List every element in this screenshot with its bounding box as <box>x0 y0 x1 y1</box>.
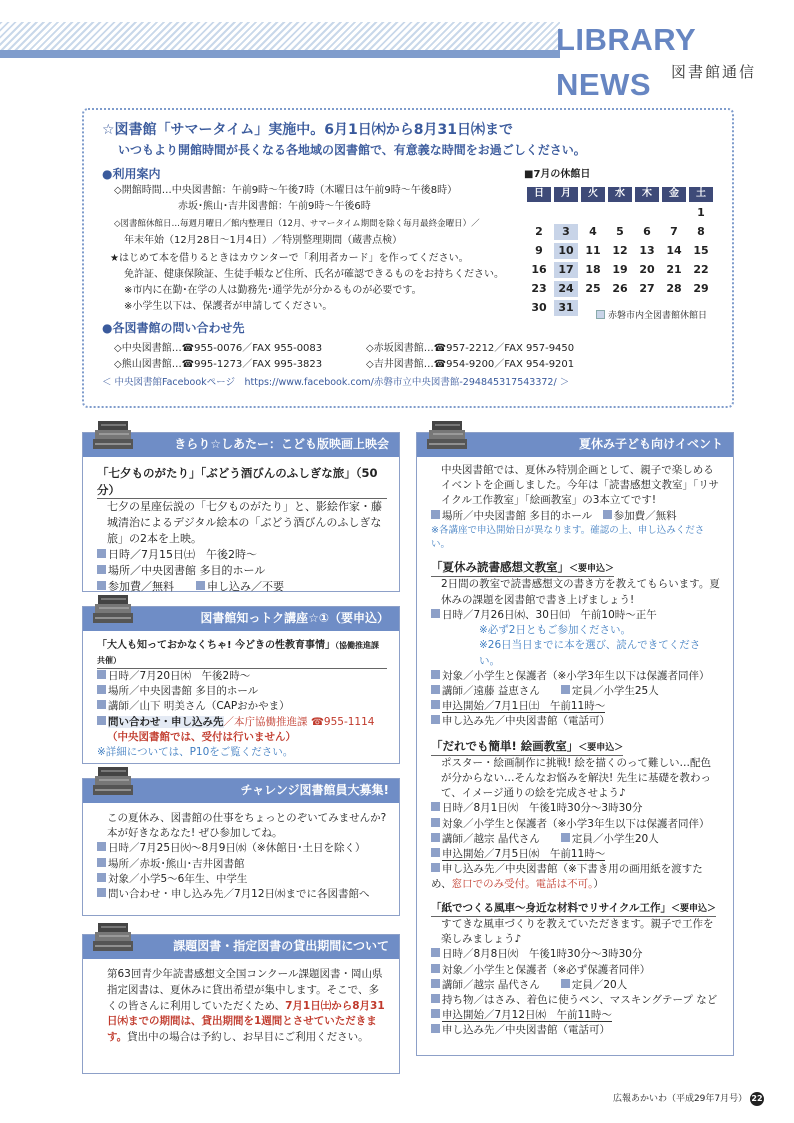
essay-date: 日時／7月26日㈬、30日㈰ 午前10時〜正午 <box>442 608 657 621</box>
calendar-cell: 29 <box>689 281 713 297</box>
calendar-day-header: 水 <box>608 187 632 202</box>
calendar-cell <box>527 205 551 221</box>
calendar-cell-closed: 24 <box>554 281 578 297</box>
calendar-week <box>527 205 713 221</box>
calendar-cell: 18 <box>581 262 605 278</box>
event-title: 「七夕ものがたり」「ぶどう酒びんのふしぎな旅」（50分） <box>97 465 387 499</box>
craft-apply: 申し込み先／中央図書館（電話可） <box>442 1024 610 1037</box>
essay-capacity: 定員／小学生25人 <box>571 684 659 697</box>
calendar-day-header: 金 <box>662 187 686 202</box>
header-band <box>0 50 560 58</box>
lecture-lecturer: 講師／山下 明美さん（CAPおかやま） <box>108 700 290 713</box>
panel-header <box>83 779 399 803</box>
panel-header <box>83 607 399 631</box>
contact-akasaka: ◇赤坂図書館…☎957-2212／FAX 957-9450 <box>366 343 575 354</box>
painting-tag: ＜要申込＞ <box>578 742 624 753</box>
panel-header <box>83 935 399 959</box>
usage-line: ★はじめて本を借りるときはカウンターで「利用者カード」を作ってください。 <box>110 253 469 264</box>
challenge-place: 場所／赤坂･熊山･吉井図書館 <box>108 857 245 870</box>
facebook-link[interactable]: ＜ 中央図書館Facebookページ https://www.facebook.com/赤磐市立中央図書館-294845317543372/ ＞ <box>102 377 570 388</box>
legend-label: 赤磐市内全図書館休館日 <box>608 311 708 321</box>
painting-capacity: 定員／小学生20人 <box>571 832 659 845</box>
painting-description: ポスター・絵画制作に挑戦! 絵を描くのって難しい…配色が分からない…そんなお悩みを解決! 先生に基礎を教わって、イメージ通りの絵を完成させよう♪ <box>441 756 711 800</box>
legend-swatch <box>596 310 605 319</box>
painting-apply-end: ） <box>593 878 604 891</box>
calendar-header-row <box>527 187 713 202</box>
events-fee: 参加費／無料 <box>613 509 677 522</box>
challenge-date: 日時／7月25日㈫〜8月9日㈬（※休館日･土日を除く） <box>108 842 366 855</box>
painting-target: 対象／小学生と保護者（※小学3年生以下は保護者同伴） <box>442 817 710 830</box>
challenge-description: この夏休み、図書館の仕事をちょっとのぞいてみませんか? 本が好きなあなた! ぜひ参加してね。 <box>107 812 387 840</box>
contact-label: 問い合わせ・申し込み先 <box>108 715 224 728</box>
calendar-cell: 7 <box>662 224 686 240</box>
calendar-cell: 21 <box>662 262 686 278</box>
event-place: 場所／中央図書館 多目的ホール <box>108 564 266 578</box>
closure-calendar <box>524 184 716 319</box>
kadai-period: 7月1日㈯から8月31日㈭までの期間は、貸出期間を1週間とさせていただきます。 <box>107 999 385 1043</box>
contact-yoshii: ◇吉井図書館…☎954-9200／FAX 954-9201 <box>366 359 575 370</box>
contact-central: ◇中央図書館…☎955-0076／FAX 955-0083 <box>114 343 323 354</box>
craft-lecturer: 講師／越宗 晶代さん <box>442 978 540 991</box>
painting-lecturer: 講師／越宗 晶代さん <box>442 832 540 845</box>
lecture-title: 「大人も知っておかなくちゃ! 今どきの性教育事情」 <box>97 640 336 651</box>
calendar-week <box>527 281 713 297</box>
calendar-week <box>527 262 713 278</box>
detail-note: ※詳細については、P10をご覧ください。 <box>97 746 294 759</box>
contact-note: （中央図書館では、受付は行いません） <box>107 730 296 743</box>
calendar-cell-closed: 3 <box>554 224 578 240</box>
kirari-panel <box>82 432 400 592</box>
usage-line: ◇開館時間…中央図書館：午前9時〜午後7時（木曜日は午前9時〜午後8時） <box>114 185 458 196</box>
calendar-cell: 8 <box>689 224 713 240</box>
event-apply: 申し込み／不要 <box>207 580 284 594</box>
event-description: 七夕の星座伝説の「七夕ものがたり」と、影絵作家・藤城清治によるデジタル絵本の「ぶどう酒びんのふしぎな旅」の2本を上映。 <box>107 500 382 546</box>
calendar-cell: 11 <box>581 243 605 259</box>
calendar-cell: 16 <box>527 262 551 278</box>
usage-line: ※小学生以下は、保護者が申請してください。 <box>124 301 333 312</box>
calendar-cell: 28 <box>662 281 686 297</box>
craft-title: 「紙でつくる風車〜身近な材料でリサイクル工作」 <box>431 901 672 914</box>
contact-kumayama: ◇熊山図書館…☎995-1273／FAX 995-3823 <box>114 359 323 370</box>
panel-header <box>83 433 399 457</box>
page-footer <box>613 1092 764 1106</box>
usage-line: 赤坂･熊山･吉井図書館：午前9時〜午後6時 <box>178 201 371 212</box>
calendar-cell-closed: 10 <box>554 243 578 259</box>
usage-line: ◇図書館休館日…毎週月曜日／館内整理日（12月、サマータイム期間を除く毎月最終金曜日）／ <box>114 219 480 229</box>
calendar-cell: 13 <box>635 243 659 259</box>
calendar-cell: 9 <box>527 243 551 259</box>
events-intro: 中央図書館では、夏休み特別企画として、親子で楽しめるイベントを企画しました。今年は「読書感想文教室」「リサイクル工作教室」「絵画教室」の3本立てです! <box>441 464 720 507</box>
calendar-cell: 15 <box>689 243 713 259</box>
books-icon <box>91 761 137 799</box>
calendar-cell <box>608 205 632 221</box>
lecture-cohost: （協働推進課共催） <box>97 641 380 665</box>
calendar-cell: 27 <box>635 281 659 297</box>
calendar-cell: 20 <box>635 262 659 278</box>
calendar-cell: 6 <box>635 224 659 240</box>
page-subtitle: 図書館通信 <box>670 63 756 81</box>
painting-date: 日時／8月1日㈫ 午後1時30分〜3時30分 <box>442 802 643 815</box>
summer-headline: ☆図書館「サマータイム」実施中。6月1日㈭から8月31日㈭まで <box>102 122 513 138</box>
calendar-cell: 12 <box>608 243 632 259</box>
header-stripe <box>0 22 560 50</box>
challenge-panel <box>82 778 400 916</box>
painting-apply: 申し込み先／中央図書館（※下書き用の画用紙を渡すため、 <box>431 863 703 891</box>
craft-target: 対象／小学生と保護者（※必ず保護者同伴） <box>442 963 651 976</box>
panel-title: 課題図書・指定図書の貸出期間について <box>173 939 389 953</box>
craft-date: 日時／8月8日㈫ 午後1時30分〜3時30分 <box>442 948 643 961</box>
calendar-cell: 26 <box>608 281 632 297</box>
kadai-body-end: 貸出中の場合は予約し、お早目にご利用ください。 <box>127 1031 369 1043</box>
contact-title: ●各図書館の問い合わせ先 <box>102 321 245 335</box>
calendar-cell: 1 <box>689 205 713 221</box>
events-note: ※各講座で申込開始日が異なります。確認の上、申し込みください。 <box>431 524 705 550</box>
calendar-cell <box>662 205 686 221</box>
calendar-cell: 22 <box>689 262 713 278</box>
kadai-body: 第63回青少年読書感想文全国コンクール課題図書・岡山県指定図書は、夏休みに貸出希望が集中します。そこで、多くの皆さんに利用していただくため、 <box>107 968 383 1012</box>
calendar-week <box>527 224 713 240</box>
books-icon <box>91 589 137 627</box>
usage-line: 年末年始（12月28日〜1月4日）／特別整理期間（蔵書点検） <box>124 235 403 246</box>
craft-start: 申込開始／7月12日㈬ 午前11時〜 <box>442 1009 612 1022</box>
kadai-panel <box>82 934 400 1074</box>
panel-title: きらり☆しあたー：こども版映画上映会 <box>174 437 389 451</box>
panel-header <box>417 433 733 457</box>
contact-value: ／本庁協働推進課 ☎955-1114 <box>223 715 375 728</box>
usage-line: 免許証、健康保険証、生徒手帳など住所、氏名が確認できるものをお持ちください。 <box>124 269 504 280</box>
books-icon <box>425 415 471 453</box>
essay-apply: 申し込み先／中央図書館（電話可） <box>442 715 610 728</box>
calendar-cell: 2 <box>527 224 551 240</box>
panel-title: 夏休み子ども向けイベント <box>578 437 723 451</box>
challenge-target: 対象／小学5〜6年生、中学生 <box>108 872 248 885</box>
calendar-cell-closed: 17 <box>554 262 578 278</box>
painting-title: 「だれでも簡単! 絵画教室」 <box>431 738 579 753</box>
craft-description: すてきな風車づくりを教えていただきます。親子で工作を楽しみましょう♪ <box>441 917 714 946</box>
calendar-cell-closed: 31 <box>554 300 578 316</box>
calendar-legend <box>596 310 707 323</box>
essay-tag: ＜要申込＞ <box>569 564 615 575</box>
craft-capacity: 定員／20人 <box>571 978 628 991</box>
calendar-cell: 4 <box>581 224 605 240</box>
calendar-week <box>527 243 713 259</box>
craft-items: 持ち物／はさみ、着色に使うペン、マスキングテープ など <box>442 993 718 1006</box>
calendar-day-header: 木 <box>635 187 659 202</box>
craft-tag: ＜要申込＞ <box>671 903 717 914</box>
footer-text: 広報あかいわ（平成29年7月号） <box>612 1094 748 1104</box>
essay-description: 2日間の教室で読書感想文の書き方を教えてもらいます。夏休みの課題を図書館で書き上げましょう! <box>441 578 720 606</box>
essay-note-2: ※26日当日までに本を選び、読んできてください。 <box>479 639 701 667</box>
panel-title: 図書館知っトク講座☆①（要申込） <box>200 611 389 625</box>
calendar-cell: 25 <box>581 281 605 297</box>
calendar-day-header: 月 <box>554 187 578 202</box>
usage-line: ※市内に在勤･在学の人は勤務先･通学先が分かるものが必要です。 <box>124 285 422 296</box>
calendar-cell: 19 <box>608 262 632 278</box>
calendar-day-header: 土 <box>689 187 713 202</box>
essay-target: 対象／小学生と保護者（※小学3年生以下は保護者同伴） <box>442 669 710 682</box>
calendar-title: ■7月の休館日 <box>524 169 591 180</box>
painting-start: 申込開始／7月5日㈬ 午前11時〜 <box>442 848 606 860</box>
essay-note-1: ※必ず2日ともご参加ください。 <box>479 624 631 637</box>
calendar-day-header: 日 <box>527 187 551 202</box>
panel-title: チャレンジ図書館員大募集! <box>240 783 389 797</box>
calendar-cell <box>581 205 605 221</box>
calendar-cell: 30 <box>527 300 551 316</box>
summer-subline: いつもより開館時間が長くなる各地域の図書館で、有意義な時間をお過ごしください。 <box>118 143 586 157</box>
calendar-cell: 23 <box>527 281 551 297</box>
painting-apply-note: 窓口でのみ受付。電話は不可。 <box>451 878 594 891</box>
essay-lecturer: 講師／遠藤 益恵さん <box>442 684 540 697</box>
calendar-cell: 5 <box>608 224 632 240</box>
calendar-cell: 14 <box>662 243 686 259</box>
calendar-cell <box>635 205 659 221</box>
event-date: 日時／7月15日㈯ 午後2時〜 <box>108 548 257 562</box>
page-title: LIBRARY NEWS <box>556 22 696 102</box>
summer-events-panel <box>416 432 734 1056</box>
books-icon <box>91 917 137 955</box>
shittoku-panel <box>82 606 400 764</box>
event-fee: 参加費／無料 <box>108 580 174 594</box>
essay-title: 「夏休み読書感想文教室」 <box>431 560 569 575</box>
lecture-date: 日時／7月20日㈭ 午後2時〜 <box>108 670 251 682</box>
usage-title: ●利用案内 <box>102 167 161 181</box>
lecture-place: 場所／中央図書館 多目的ホール <box>108 685 259 698</box>
books-icon <box>91 415 137 453</box>
summer-time-box <box>82 108 734 408</box>
calendar-day-header: 火 <box>581 187 605 202</box>
essay-start: 申込開始／7月1日㈯ 午前11時〜 <box>442 700 606 713</box>
calendar-cell <box>554 205 578 221</box>
events-place: 場所／中央図書館 多目的ホール <box>442 509 593 522</box>
page-number: 22 <box>750 1092 764 1106</box>
challenge-contact: 問い合わせ・申し込み先／7月12日㈬までに各図書館へ <box>108 888 370 901</box>
